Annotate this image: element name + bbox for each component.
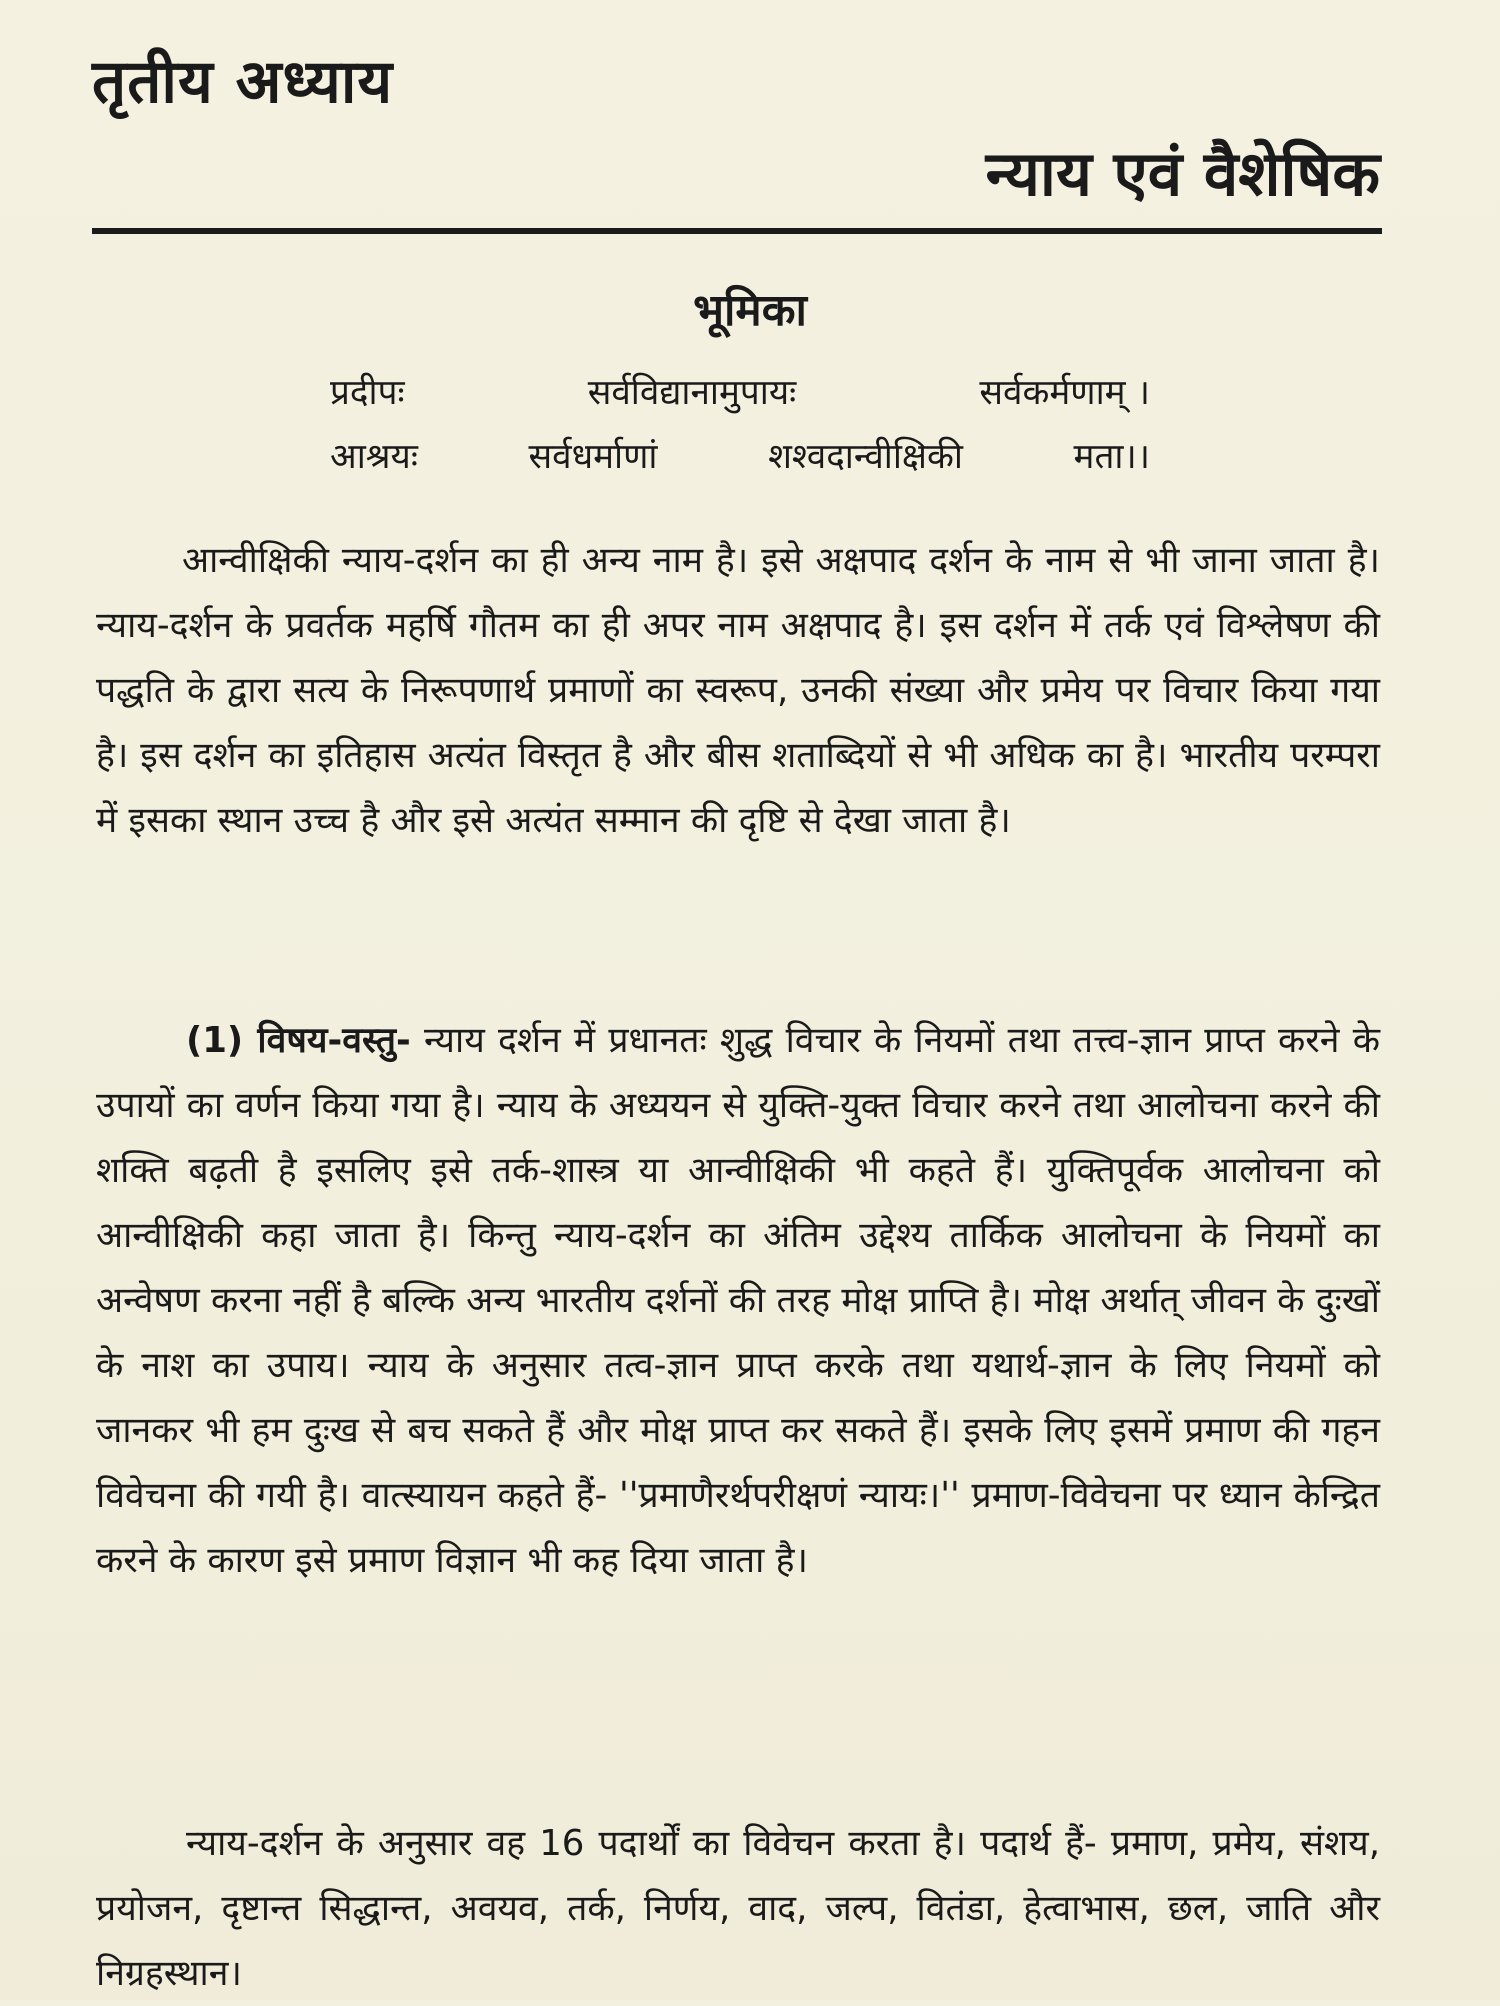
verse-word: सर्वधर्माणां [528, 437, 658, 477]
verse-line-2 [330, 432, 1150, 479]
verse-word: सर्वकर्मणाम् । [979, 373, 1150, 413]
verse-word: प्रदीपः [330, 373, 405, 413]
chapter-number: तृतीय अध्याय [92, 47, 394, 117]
verse-word: मता।। [1073, 437, 1150, 477]
verse-word: सर्वविद्यानामुपायः [587, 373, 797, 413]
verse-word: शश्वदान्वीक्षिकी [768, 437, 963, 477]
section-heading: भूमिका [693, 285, 807, 336]
paragraph-subject-matter [96, 1008, 1380, 1593]
paragraph-label: (1) विषय-वस्तु- [186, 1019, 411, 1061]
paragraph-intro: आन्वीक्षिकी न्याय-दर्शन का ही अन्य नाम है। इसे अक्षपाद दर्शन के नाम से भी जाना जाता है। न्याय-दर्शन के प्रवर्तक महर्षि गौतम का ही अपर नाम अक्षपाद है। इस दर्शन में तर्क एवं विश्लेषण की पद्धति के द्वारा सत्य के निरूपणार्थ प्रमाणों का स्वरूप, उनकी संख्या और प्रमेय पर विचार किया गया है। इस दर्शन का इतिहास अत्यंत विस्तृत है और बीस शताब्दियों से भी अधिक का है। भारतीय परम्परा में इसका स्थान उच्च है और इसे अत्यंत सम्मान की दृष्टि से देखा जाता है। [96, 539, 1380, 841]
verse-line-1 [330, 368, 1150, 415]
heading-divider [92, 228, 1382, 234]
paragraph-text: न्याय दर्शन में प्रधानतः शुद्ध विचार के नियमों तथा तत्त्व-ज्ञान प्राप्त करने के उपायों का वर्णन किया गया है। न्याय के अध्ययन से युक्ति-युक्त विचार करने तथा आलोचना करने की शक्ति बढ़ती है इसलिए इसे तर्क-शास्त्र या आन्वीक्षिकी भी कहते हैं। युक्तिपूर्वक आलोचना को आन्वीक्षिकी कहा जाता है। किन्तु न्याय-दर्शन का अंतिम उद्देश्य तार्किक आलोचना के नियमों का अन्वेषण करना नहीं है बल्कि अन्य भारतीय दर्शनों की तरह मोक्ष प्राप्ति है। मोक्ष अर्थात् जीवन के दुःखों के नाश का उपाय। न्याय के अनुसार तत्व-ज्ञान प्राप्त करके तथा यथार्थ-ज्ञान के लिए नियमों को जानकर भी हम दुःख से बच सकते हैं और मोक्ष प्राप्त कर सकते हैं। इसके लिए इसमें प्रमाण की गहन विवेचना की गयी है। वात्स्यायन कहते हैं- ''प्रमाणैरर्थपरीक्षणं न्यायः।'' प्रमाण-विवेचना पर ध्यान केन्द्रित करने के कारण इसे प्रमाण विज्ञान भी कह दिया जाता है। [96, 1019, 1380, 1581]
verse-word: आश्रयः [330, 437, 418, 477]
paragraph-categories: न्याय-दर्शन के अनुसार वह 16 पदार्थों का विवेचन करता है। पदार्थ हैं- प्रमाण, प्रमेय, संशय, प्रयोजन, दृष्टान्त सिद्धान्त, अवयव, तर्क, निर्णय, वाद, जल्प, वितंडा, हेत्वाभास, छल, जाति और निग्रहस्थान। [96, 1822, 1380, 1994]
chapter-title: न्याय एवं वैशेषिक [985, 137, 1380, 210]
